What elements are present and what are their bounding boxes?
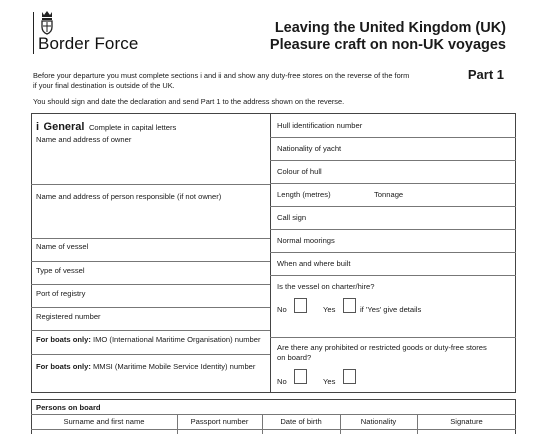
intro-line-1: Before your departure you must complete sections i and ii and show any duty-free stores on the reverse of the form [33,71,410,80]
column-header-nationality: Nationality [360,417,397,426]
section-instruction: Complete in capital letters [88,123,177,132]
vessel-name-label: Name of vessel [36,242,89,251]
owner-name-address-label: Name and address of owner [36,135,132,144]
goods-question-line1: Are there any prohibited or restricted goods or duty-free stores [277,343,487,352]
intro-line-3: You should sign and date the declaration and send Part 1 to the address shown on the reverse. [33,97,345,106]
row-divider [270,160,516,161]
length-label: Length (metres) [277,190,331,199]
form-title-line1: Leaving the United Kingdom (UK) [274,20,506,36]
charter-yes-checkbox[interactable] [343,298,356,313]
responsible-person-label: Name and address of person responsible (if not owner) [36,192,222,201]
form-title-line2: Pleasure craft on non-UK voyages [269,37,506,53]
section-title: General [43,121,85,133]
goods-no-checkbox[interactable] [294,369,307,384]
row-divider [31,238,270,239]
mmsi-prefix: For boats only: [36,362,91,371]
row-divider [270,252,516,253]
mmsi-number-label [36,362,255,371]
row-divider [31,330,270,331]
row-divider [31,284,270,285]
nationality-label: Nationality of yacht [277,144,342,153]
goods-question-line2: on board? [277,353,312,362]
mmsi-text: MMSI (Maritime Mobile Service Identity) number [92,362,256,371]
goods-no-label: No [277,377,287,386]
registered-number-label: Registered number [36,312,101,321]
persons-on-board-heading: Persons on board [36,403,101,412]
vessel-type-label: Type of vessel [36,266,85,275]
imo-prefix: For boats only: [36,335,91,344]
column-header-passport: Passport number [190,417,249,426]
row-divider [31,307,270,308]
table-header-divider [31,414,516,415]
row-divider [270,206,516,207]
charter-no-label: No [277,305,287,314]
charter-details-note: if 'Yes' give details [360,305,422,314]
brand-name: Border Force [38,34,139,53]
section-number: i [36,121,40,133]
row-divider [31,354,270,355]
column-header-name: Surname and first name [63,417,145,426]
hull-id-label: Hull identification number [277,121,363,130]
row-divider [31,261,270,262]
row-divider [270,183,516,184]
row-divider [270,229,516,230]
row-divider [31,184,270,185]
call-sign-label: Call sign [277,213,307,222]
part-label: Part 1 [467,67,504,82]
general-section-heading [36,117,176,135]
charter-question: Is the vessel on charter/hire? [277,282,375,291]
when-built-label: When and where built [277,259,351,268]
row-divider [270,137,516,138]
hull-colour-label: Colour of hull [277,167,322,176]
royal-crest-icon [39,10,55,36]
column-header-dob: Date of birth [280,417,322,426]
table-row-divider [31,429,516,430]
charter-yes-label: Yes [323,305,336,314]
logo-divider [33,12,34,54]
column-header-signature: Signature [450,417,483,426]
row-divider [270,337,516,338]
column-divider [270,113,271,393]
goods-yes-label: Yes [323,377,336,386]
moorings-label: Normal moorings [277,236,335,245]
imo-text: IMO (International Maritime Organisation) number [92,335,261,344]
goods-yes-checkbox[interactable] [343,369,356,384]
imo-number-label [36,335,261,344]
port-of-registry-label: Port of registry [36,289,86,298]
intro-line-2: if your final destination is outside of the UK. [33,81,175,90]
row-divider [270,275,516,276]
tonnage-label: Tonnage [374,190,404,199]
charter-no-checkbox[interactable] [294,298,307,313]
